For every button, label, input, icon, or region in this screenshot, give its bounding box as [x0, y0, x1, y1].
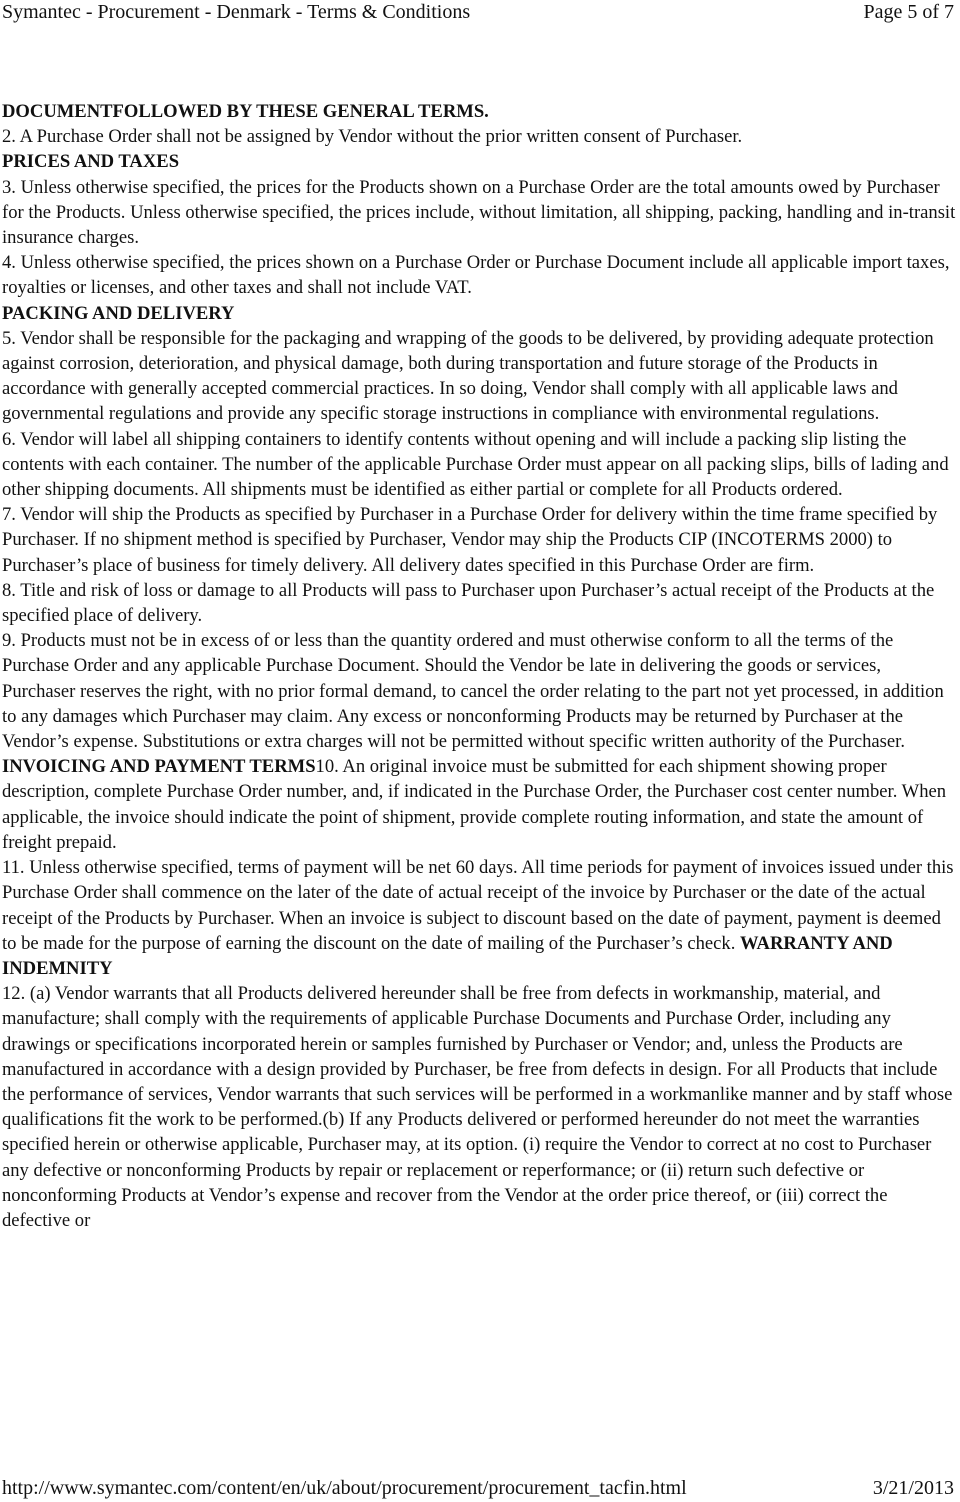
clause-10: 10. An original invoice must be submitted for each shipment showing proper description, complete Purchase Order number, and, if indicated in the Purchase Order, the Purchaser cost center number. When applicable, the invoice should indicate the point of shipment, provide complete routing information, and state the amount of freight prepaid. [2, 756, 947, 853]
intro-heading: DOCUMENTFOLLOWED BY THESE GENERAL TERMS. [2, 101, 489, 122]
print-date: 3/21/2013 [872, 1477, 954, 1499]
page-footer [2, 1476, 954, 1502]
clause-7: 7. Vendor will ship the Products as specified by Purchaser in a Purchase Order for delivery within the time frame specified by Purchaser. If no shipment method is specified by Purchaser, Vendor may ship the Products CIP (INCOTERMS 2000) to Purchaser’s place of business for timely delivery. All delivery dates specified in this Purchase Order are firm. [2, 504, 938, 576]
source-url: http://www.symantec.com/content/en/uk/about/procurement/procurement_tacfin.html [2, 1477, 687, 1499]
clause-6: 6. Vendor will label all shipping containers to identify contents without opening and will include a packing slip listing the contents with each container. The number of the applicable Purchase Order must appear on all packing slips, bills of lading and other shipping documents. All shipments must be identified as either partial or complete for all Products ordered. [2, 428, 949, 501]
page-header [2, 0, 954, 26]
clause-11: 11. Unless otherwise specified, terms of payment will be net 60 days. All time periods for payment of invoices issued under this Purchase Order shall commence on the later of the date of actual receipt of the invoice by Purchaser or the date of the actual receipt of the Products by Purchaser. When an invoice is subject to discount based on the date of payment, payment is deemed to be made for the purpose of earning the discount on the date of mailing of the Purchaser’s check. [2, 857, 954, 954]
document-title: Symantec - Procurement - Denmark - Terms & Conditions [2, 1, 471, 23]
clause-9: 9. Products must not be in excess of or less than the quantity ordered and must otherwise conform to all the terms of the Purchase Order and any applicable Purchase Document. Should the Vendor be late in delivering the goods or services, Purchaser reserves the right, with no prior formal demand, to cancel the order relating to the part not yet processed, in addition to any damages which Purchaser may claim. Any excess or nonconforming Products may be returned by Purchaser at the Vendor’s expense. Substitutions or extra charges will not be permitted without specific written authority of the Purchaser. [2, 630, 944, 753]
clause-5: 5. Vendor shall be responsible for the packaging and wrapping of the goods to be delivered, by providing adequate protection against corrosion, deterioration, and physical damage, both during transportation and future storage of the Products in accordance with generally accepted commercial practices. In so doing, Vendor shall comply with all applicable laws and governmental regulations and provide any specific storage instructions in compliance with environmental regulations. [2, 327, 934, 425]
clause-11-paragraph [2, 855, 958, 981]
clause-2: 2. A Purchase Order shall not be assigned by Vendor without the prior written consent of Purchaser. [2, 126, 743, 148]
invoicing-heading: INVOICING AND PAYMENT TERMS [2, 756, 316, 778]
page-number: Page 5 of 7 [863, 1, 954, 23]
clause-10-paragraph [2, 754, 958, 855]
packing-and-delivery-heading: PACKING AND DELIVERY [2, 302, 235, 324]
clause-4: 4. Unless otherwise specified, the prices shown on a Purchase Order or Purchase Document include all applicable import taxes, royalties or licenses, and other taxes and shall not include VAT. [2, 252, 950, 299]
warranty-heading: WARRANTY AND INDEMNITY [2, 932, 893, 979]
clause-12: 12. (a) Vendor warrants that all Products delivered hereunder shall be free from defects in workmanship, material, and manufacture; shall comply with the requirements of applicable Purchase Documents and Purchase Order, including any drawings or specifications incorporated herein or samples furnished by Purchaser or Vendor; and, unless the Products are manufactured in accordance with a design provided by Purchaser, be free from defects in design. For all Products that include the performance of services, Vendor warrants that such services will be performed in a workmanlike manner and by staff whose qualifications fit the work to be performed.(b) If any Products delivered or performed hereunder do not meet the warranties specified herein or otherwise applicable, Purchaser may, at its option. (i) require the Vendor to correct at no cost to Purchaser any defective or nonconforming Products by repair or replacement or reperformance; or (ii) return such defective or nonconforming Products at Vendor’s expense and recover from the Vendor at the order price thereof, or (iii) correct the defective or [2, 983, 953, 1231]
clause-8: 8. Title and risk of loss or damage to all Products will pass to Purchaser upon Purchaser’s actual receipt of the Products at the specified place of delivery. [2, 579, 935, 627]
prices-and-taxes-heading: PRICES AND TAXES [2, 151, 180, 173]
document-body [2, 99, 958, 1233]
clause-3: 3. Unless otherwise specified, the prices for the Products shown on a Purchase Order are the total amounts owed by Purchaser for the Products. Unless otherwise specified, the prices include, without limitation, all shipping, packing, handling and in-transit insurance charges. [2, 176, 956, 249]
